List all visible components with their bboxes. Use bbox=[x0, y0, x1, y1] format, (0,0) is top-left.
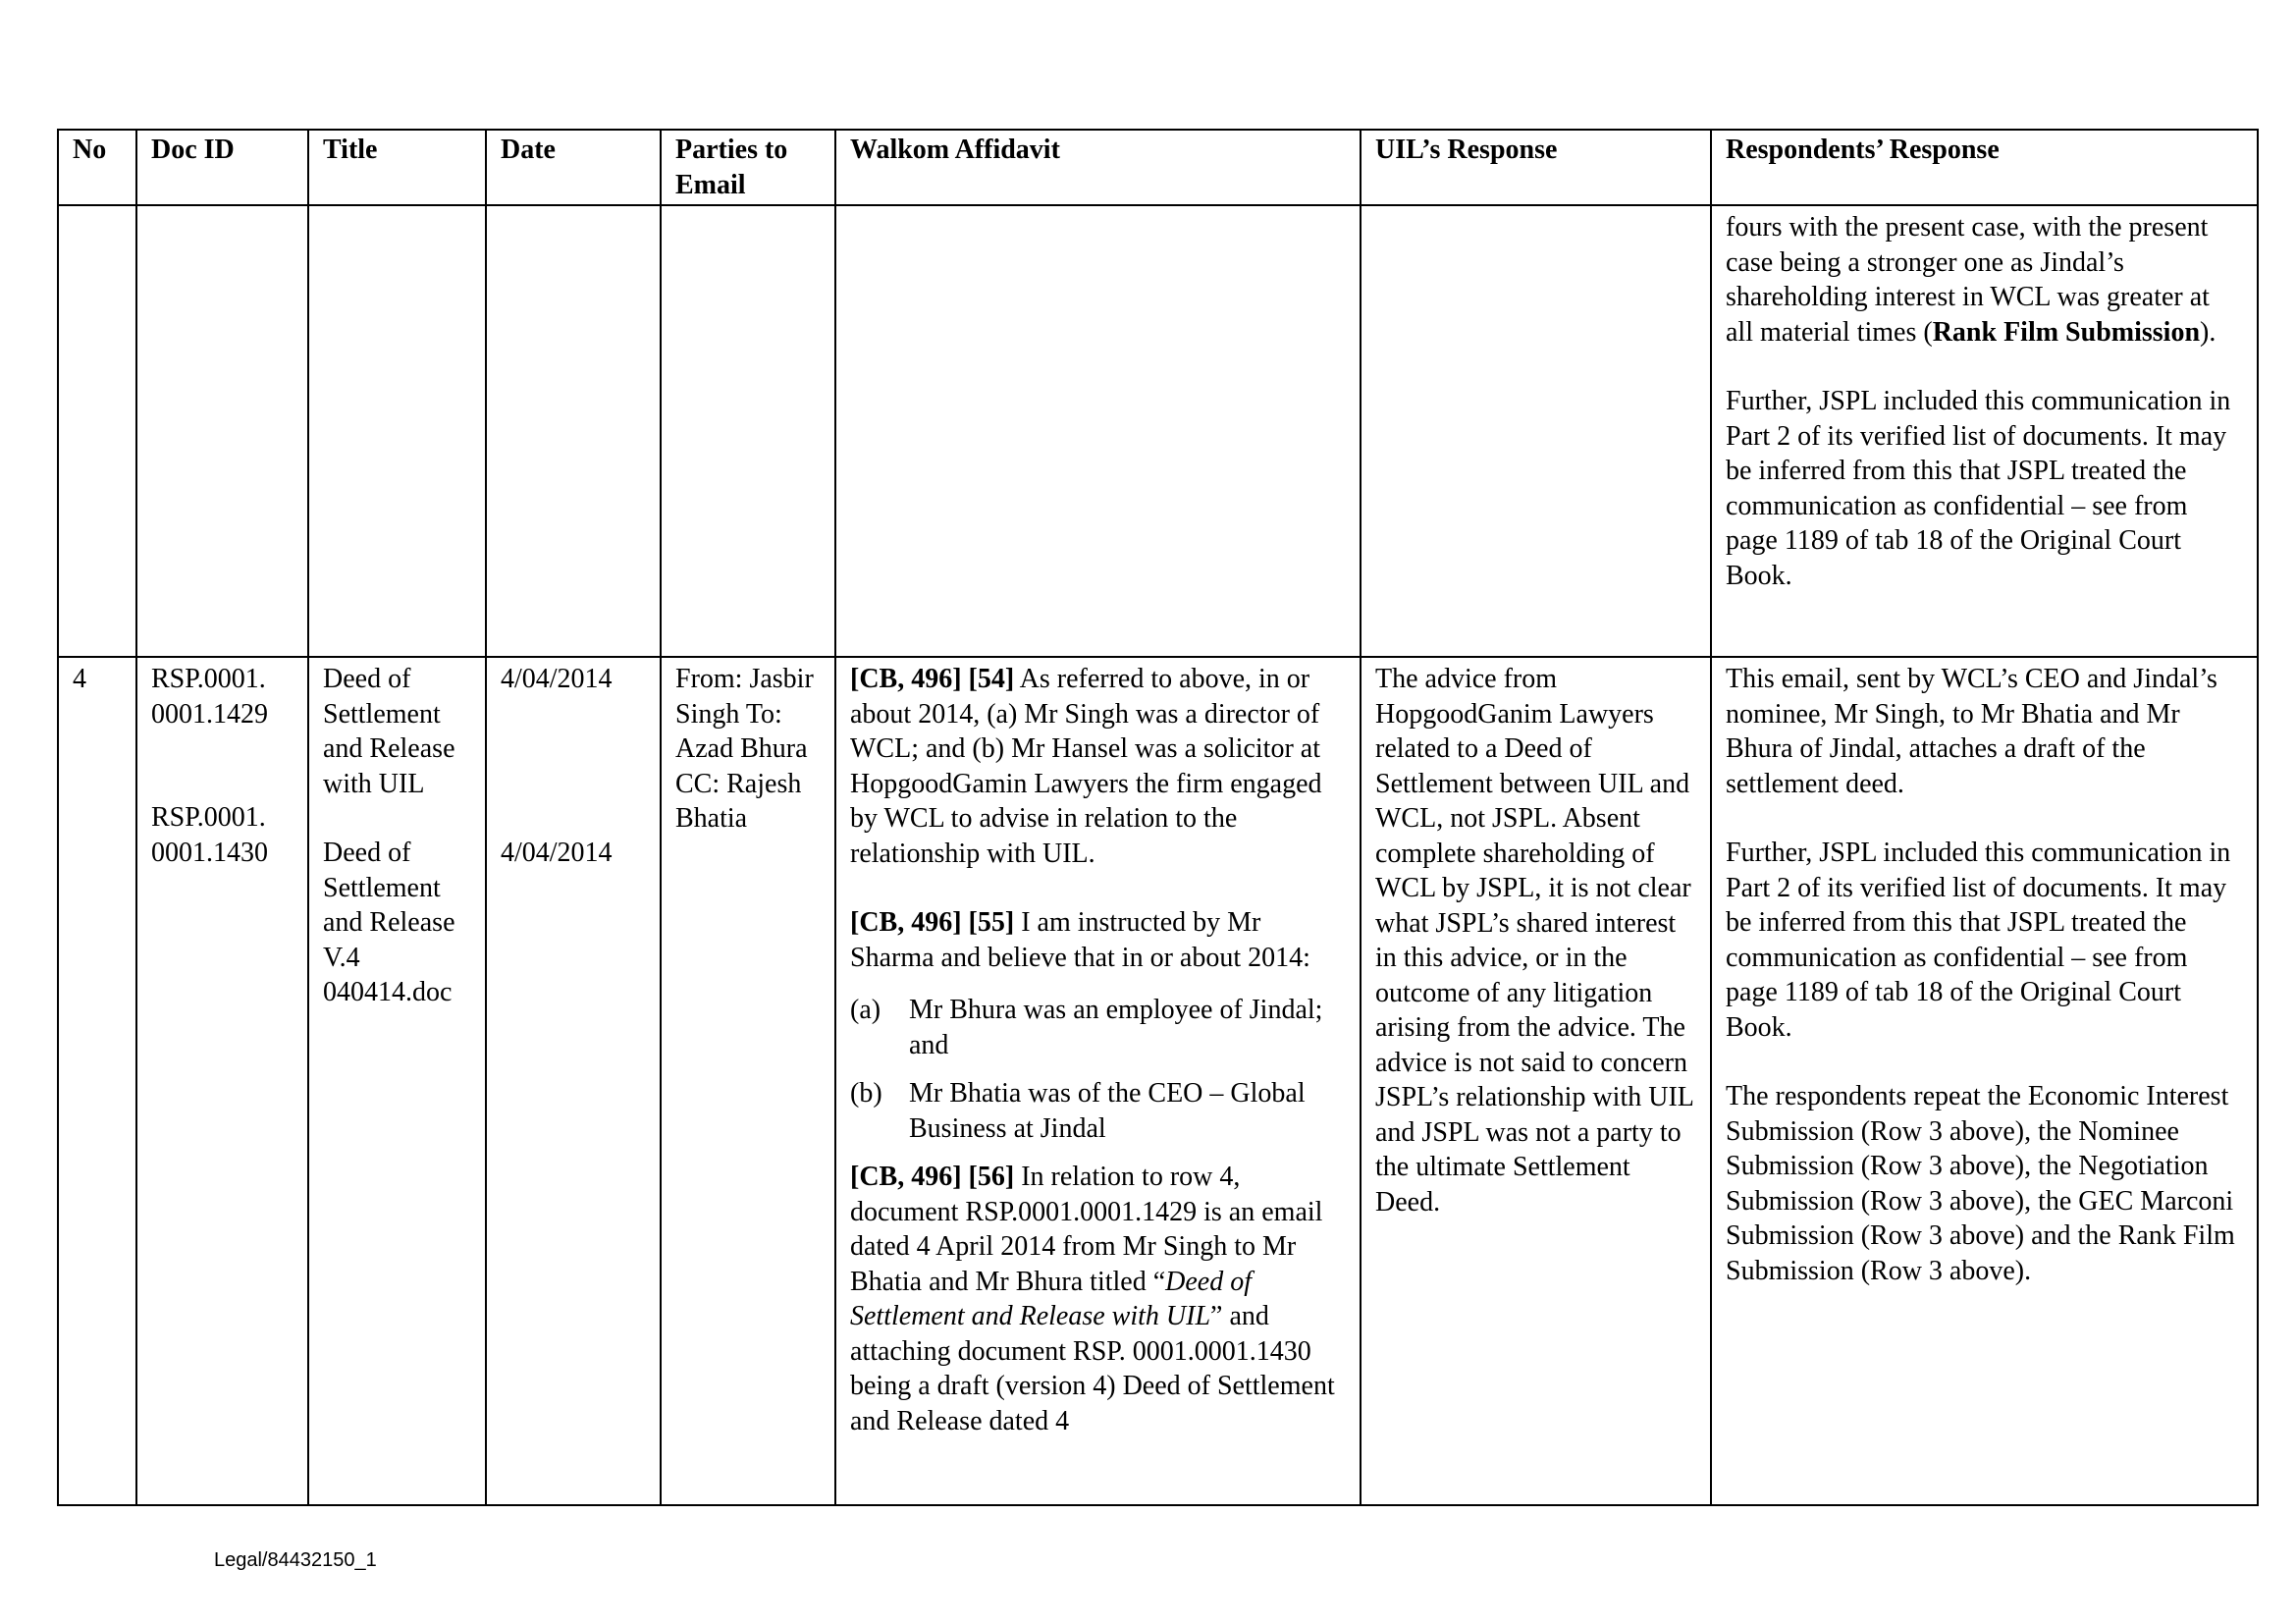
title-1: Deed of Settlement and Release with UIL bbox=[323, 664, 455, 799]
header-date: Date bbox=[486, 130, 661, 205]
header-no: No bbox=[58, 130, 136, 205]
cell-parties: From: Jasbir Singh To: Azad Bhura CC: Rajesh Bhatia bbox=[661, 657, 835, 1505]
cell-respondents bbox=[1711, 205, 2258, 657]
header-walkom: Walkom Affidavit bbox=[835, 130, 1361, 205]
table-row-4 bbox=[58, 657, 2258, 1505]
cell-title bbox=[308, 657, 486, 1505]
cell-date bbox=[486, 205, 661, 657]
respondents-paragraph: Further, JSPL included this communication in Part 2 of its verified list of documents. It may be inferred from this that JSPL treated the communication as confidential – see from page 1189 of tab 18 of the Original Court Book. bbox=[1726, 838, 2231, 1043]
header-title: Title bbox=[308, 130, 486, 205]
submissions-table bbox=[57, 129, 2259, 1506]
walkom-paragraph-54: [CB, 496] [54] As referred to above, in or about 2014, (a) Mr Singh was a director of WCL; and (b) Mr Hansel was a solicitor at HopgoodGamin Lawyers the firm engaged by WCL to advise in relation to the relationship with UIL. bbox=[850, 664, 1322, 869]
date-1: 4/04/2014 bbox=[501, 664, 613, 694]
cell-no: 4 bbox=[58, 657, 136, 1505]
title-2: Deed of Settlement and Release V.4 040414.doc bbox=[323, 838, 455, 1007]
cell-doc-id bbox=[136, 205, 308, 657]
walkom-paragraph-56: [CB, 496] [56] In relation to row 4, document RSP.0001.0001.1429 is an email dated 4 April 2014 from Mr Singh to Mr Bhatia and Mr Bhura titled “Deed of Settlement and Release with UIL” and attaching document RSP. 0001.0001.1430 being a draft (version 4) Deed of Settlement and Release dated 4 bbox=[850, 1162, 1335, 1436]
rank-film-submission-label: Rank Film Submission bbox=[1932, 316, 2201, 348]
cell-no bbox=[58, 205, 136, 657]
cell-walkom bbox=[835, 205, 1361, 657]
header-parties: Parties to Email bbox=[661, 130, 835, 205]
respondents-paragraph: This email, sent by WCL’s CEO and Jindal’s nominee, Mr Singh, to Mr Bhatia and Mr Bhura of Jindal, attaches a draft of the settlement deed. bbox=[1726, 664, 2217, 799]
date-2: 4/04/2014 bbox=[501, 837, 613, 868]
cell-walkom bbox=[835, 657, 1361, 1505]
walkom-sub-a: (a) Mr Bhura was an employee of Jindal; and bbox=[850, 995, 1323, 1060]
respondents-paragraph: fours with the present case, with the present case being a stronger one as Jindal’s shareholding interest in WCL was greater at all material times (Rank Film Submission). bbox=[1726, 212, 2216, 348]
respondents-paragraph: Further, JSPL included this communication in Part 2 of its verified list of documents. It may be inferred from this that JSPL treated the communication as confidential – see from page 1189 of tab 18 of the Original Court Book. bbox=[1726, 386, 2231, 591]
table-row-continued bbox=[58, 205, 2258, 657]
cell-title bbox=[308, 205, 486, 657]
cell-date bbox=[486, 657, 661, 1505]
doc-id-2: RSP.0001. 0001.1430 bbox=[151, 802, 268, 868]
header-row bbox=[58, 130, 2258, 205]
cell-parties bbox=[661, 205, 835, 657]
respondents-paragraph: The respondents repeat the Economic Interest Submission (Row 3 above), the Nominee Submission (Row 3 above), the Negotiation Submission (Row 3 above), the GEC Marconi Submission (Row 3 above) and the Rank Film Submission (Row 3 above). bbox=[1726, 1081, 2235, 1286]
doc-id-1: RSP.0001. 0001.1429 bbox=[151, 664, 268, 730]
header-uil: UIL’s Response bbox=[1361, 130, 1711, 205]
cell-respondents bbox=[1711, 657, 2258, 1505]
walkom-sub-b: (b) Mr Bhatia was of the CEO – Global Business at Jindal bbox=[850, 1078, 1306, 1144]
cell-doc-id bbox=[136, 657, 308, 1505]
walkom-paragraph-55: [CB, 496] [55] I am instructed by Mr Sharma and believe that in or about 2014: bbox=[850, 907, 1310, 973]
header-doc-id: Doc ID bbox=[136, 130, 308, 205]
cell-uil bbox=[1361, 205, 1711, 657]
document-reference-footer: Legal/84432150_1 bbox=[214, 1549, 377, 1571]
cell-uil: The advice from HopgoodGanim Lawyers related to a Deed of Settlement between UIL and WCL, not JSPL. Absent complete shareholding of WCL by JSPL, it is not clear what JSPL’s shared interest in this advice, or in the outcome of any litigation arising from the advice. The advice is not said to concern JSPL’s relationship with UIL and JSPL was not a party to the ultimate Settlement Deed. bbox=[1361, 657, 1711, 1505]
header-respondents: Respondents’ Response bbox=[1711, 130, 2258, 205]
